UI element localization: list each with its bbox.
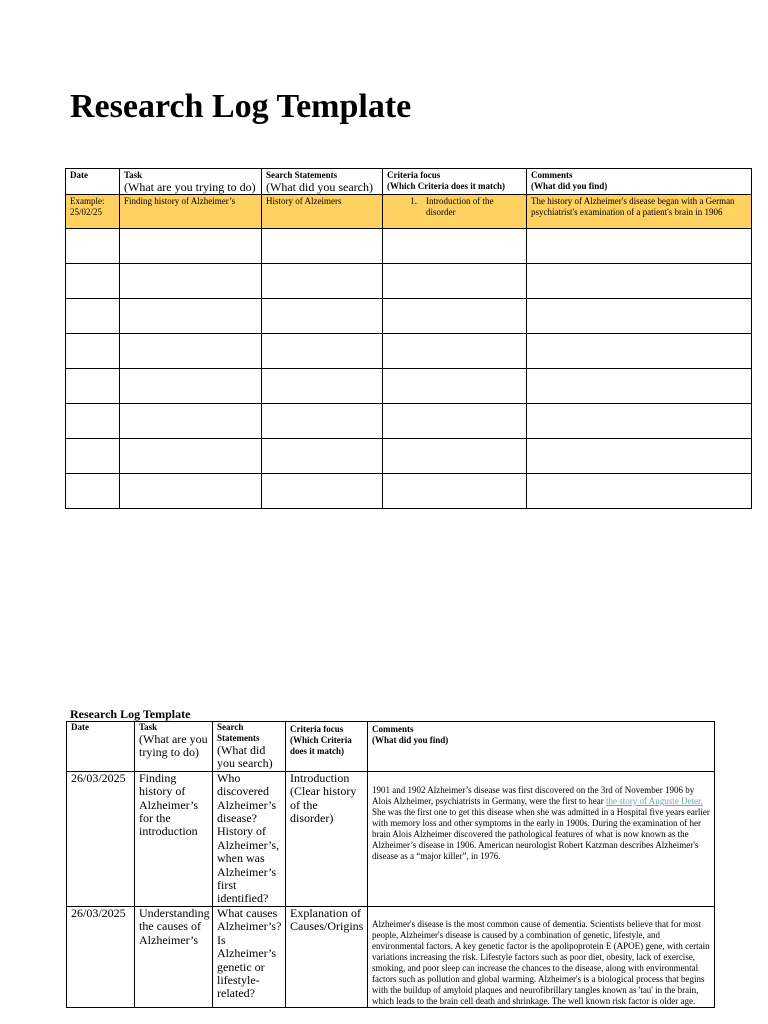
empty-cell[interactable] <box>66 369 120 404</box>
log-entry-row <box>67 771 715 906</box>
empty-cell[interactable] <box>66 439 120 474</box>
header-comments-cell <box>527 169 752 195</box>
table-header-row <box>67 722 715 772</box>
header-criteria-cell <box>286 722 368 772</box>
example-comments[interactable]: The history of Alzheimer's disease began with a German psychiatrist's examination of a patient's brain in 1906 <box>527 195 752 229</box>
example-task[interactable]: Finding history of Alzheimer’s <box>120 195 262 229</box>
comment-text: She was the first one to get this disease when she was admitted in a Hospital five years earlier with memory loss and other symptoms in the early in 1900s. During the examination of her brain Alois Alzheimer discovered the pathological features of what is now known as the Alzheimer’s disease in 1906. American neurologist Robert Katzman describes Alzheimer's disease as a “major killer”, in 1976. <box>372 806 710 861</box>
empty-cell[interactable] <box>527 264 752 299</box>
entry-search[interactable]: Who discovered Alzheimer’s disease? History of Alzheimer’s, when was Alzheimer’s first identified? <box>213 771 286 906</box>
header-comments: Comments <box>372 724 414 734</box>
example-criteria-cell[interactable] <box>383 195 527 229</box>
log-entry-row <box>67 906 715 1007</box>
header-search-sub: (What did you search) <box>266 180 373 194</box>
header-search-sub: (What did you search) <box>217 743 273 771</box>
header-comments-sub: (What did you find) <box>531 181 608 191</box>
header-search-cell <box>213 722 286 772</box>
entry-task[interactable]: Finding history of Alzheimer’s for the introduction <box>135 771 213 906</box>
empty-cell[interactable] <box>66 229 120 264</box>
header-search: Search Statements <box>266 170 338 180</box>
header-task: Task <box>124 170 143 180</box>
empty-row <box>66 299 752 334</box>
header-criteria: Criteria focus (Which Criteria does it match) <box>290 724 352 756</box>
empty-cell[interactable] <box>527 439 752 474</box>
empty-cell[interactable] <box>66 334 120 369</box>
empty-cell[interactable] <box>120 404 262 439</box>
research-log-entries-table <box>66 721 715 1008</box>
empty-row <box>66 369 752 404</box>
example-date[interactable]: Example: 25/02/25 <box>66 195 120 229</box>
empty-cell[interactable] <box>262 334 383 369</box>
header-date-cell <box>66 169 120 195</box>
empty-row <box>66 439 752 474</box>
example-criteria: Introduction of the disorder <box>426 196 494 217</box>
header-task-cell <box>120 169 262 195</box>
header-task-sub: (What are you trying to do) <box>124 180 256 194</box>
header-comments-cell <box>368 722 715 772</box>
entry-task[interactable]: Understanding the causes of Alzheimer’s <box>135 906 213 1007</box>
empty-cell[interactable] <box>383 299 527 334</box>
empty-cell[interactable] <box>383 264 527 299</box>
table-header-row <box>66 169 752 195</box>
header-search-cell <box>262 169 383 195</box>
empty-cell[interactable] <box>527 369 752 404</box>
empty-cell[interactable] <box>66 264 120 299</box>
entry-criteria[interactable]: Explanation of Causes/Origins <box>286 906 368 1007</box>
header-task: Task <box>139 722 158 732</box>
header-task-cell <box>135 722 213 772</box>
entry-date[interactable]: 26/03/2025 <box>67 906 135 1007</box>
empty-cell[interactable] <box>262 369 383 404</box>
auguste-deter-link[interactable]: the story of Auguste Deter. <box>606 795 703 806</box>
section-title: Research Log Template <box>70 707 191 721</box>
empty-cell[interactable] <box>527 404 752 439</box>
entry-search[interactable]: What causes Alzheimer’s? Is Alzheimer’s genetic or lifestyle-related? <box>213 906 286 1007</box>
empty-cell[interactable] <box>262 404 383 439</box>
empty-cell[interactable] <box>383 369 527 404</box>
empty-cell[interactable] <box>262 299 383 334</box>
empty-cell[interactable] <box>262 229 383 264</box>
header-criteria-sub: (Which Criteria does it match) <box>387 181 505 191</box>
entry-date[interactable]: 26/03/2025 <box>67 771 135 906</box>
empty-cell[interactable] <box>262 474 383 509</box>
empty-cell[interactable] <box>527 299 752 334</box>
entry-comment[interactable]: Alzheimer's disease is the most common cause of dementia. Scientists believe that for most people, Alzheimer's disease is caused by a combination of genetic, lifestyle, and environmental factors. A key genetic factor is the apolipoprotein E (APOE) gene, with certain variations increasing the risk. Lifestyle factors such as poor diet, obesity, lack of exercise, smoking, and poor sleep can increase the chances to the disease, along with environmental factors such as pollution and global warming. Alzheimer's is a biological process that begins with the buildup of amyloid plaques and neurofibrillary tangles known as 'tau' in the brain, which leads to the brain cell death and shrinkage. The well known risk factor is older age. <box>368 906 715 1007</box>
entry-comment[interactable] <box>368 771 715 906</box>
entry-criteria[interactable]: Introduction (Clear history of the disorder) <box>286 771 368 906</box>
empty-cell[interactable] <box>383 439 527 474</box>
header-criteria-cell <box>383 169 527 195</box>
page-title: Research Log Template <box>70 88 412 125</box>
empty-cell[interactable] <box>262 264 383 299</box>
empty-cell[interactable] <box>66 474 120 509</box>
example-search[interactable]: History of Alzeimers <box>262 195 383 229</box>
empty-cell[interactable] <box>120 299 262 334</box>
header-task-sub: (What are you trying to do) <box>139 732 208 760</box>
empty-cell[interactable] <box>120 264 262 299</box>
header-comments-sub: (What did you find) <box>372 735 449 745</box>
empty-row <box>66 474 752 509</box>
empty-cell[interactable] <box>120 369 262 404</box>
example-row <box>66 195 752 229</box>
empty-cell[interactable] <box>120 474 262 509</box>
empty-cell[interactable] <box>527 229 752 264</box>
empty-cell[interactable] <box>66 404 120 439</box>
empty-row <box>66 264 752 299</box>
header-criteria: Criteria focus <box>387 170 441 180</box>
comment-text: 1901 and 1902 Alzheimer’s disease was first discovered on the 3rd of November 1906 by Alois Alzheimer, psychiatrists in Germany, were the first to hear <box>372 784 695 806</box>
empty-cell[interactable] <box>527 334 752 369</box>
empty-cell[interactable] <box>383 404 527 439</box>
empty-cell[interactable] <box>383 474 527 509</box>
header-search: Search Statements <box>217 722 260 743</box>
header-date: Date <box>71 722 89 732</box>
empty-cell[interactable] <box>262 439 383 474</box>
empty-cell[interactable] <box>120 439 262 474</box>
empty-row <box>66 404 752 439</box>
example-criteria-number: 1. <box>410 196 417 206</box>
empty-cell[interactable] <box>383 229 527 264</box>
empty-cell[interactable] <box>120 334 262 369</box>
header-comments: Comments <box>531 170 573 180</box>
empty-cell[interactable] <box>527 474 752 509</box>
empty-cell[interactable] <box>383 334 527 369</box>
empty-cell[interactable] <box>120 229 262 264</box>
header-date-cell <box>67 722 135 772</box>
research-log-table <box>65 168 752 509</box>
empty-row <box>66 229 752 264</box>
empty-cell[interactable] <box>66 299 120 334</box>
empty-row <box>66 334 752 369</box>
header-date: Date <box>70 170 88 180</box>
